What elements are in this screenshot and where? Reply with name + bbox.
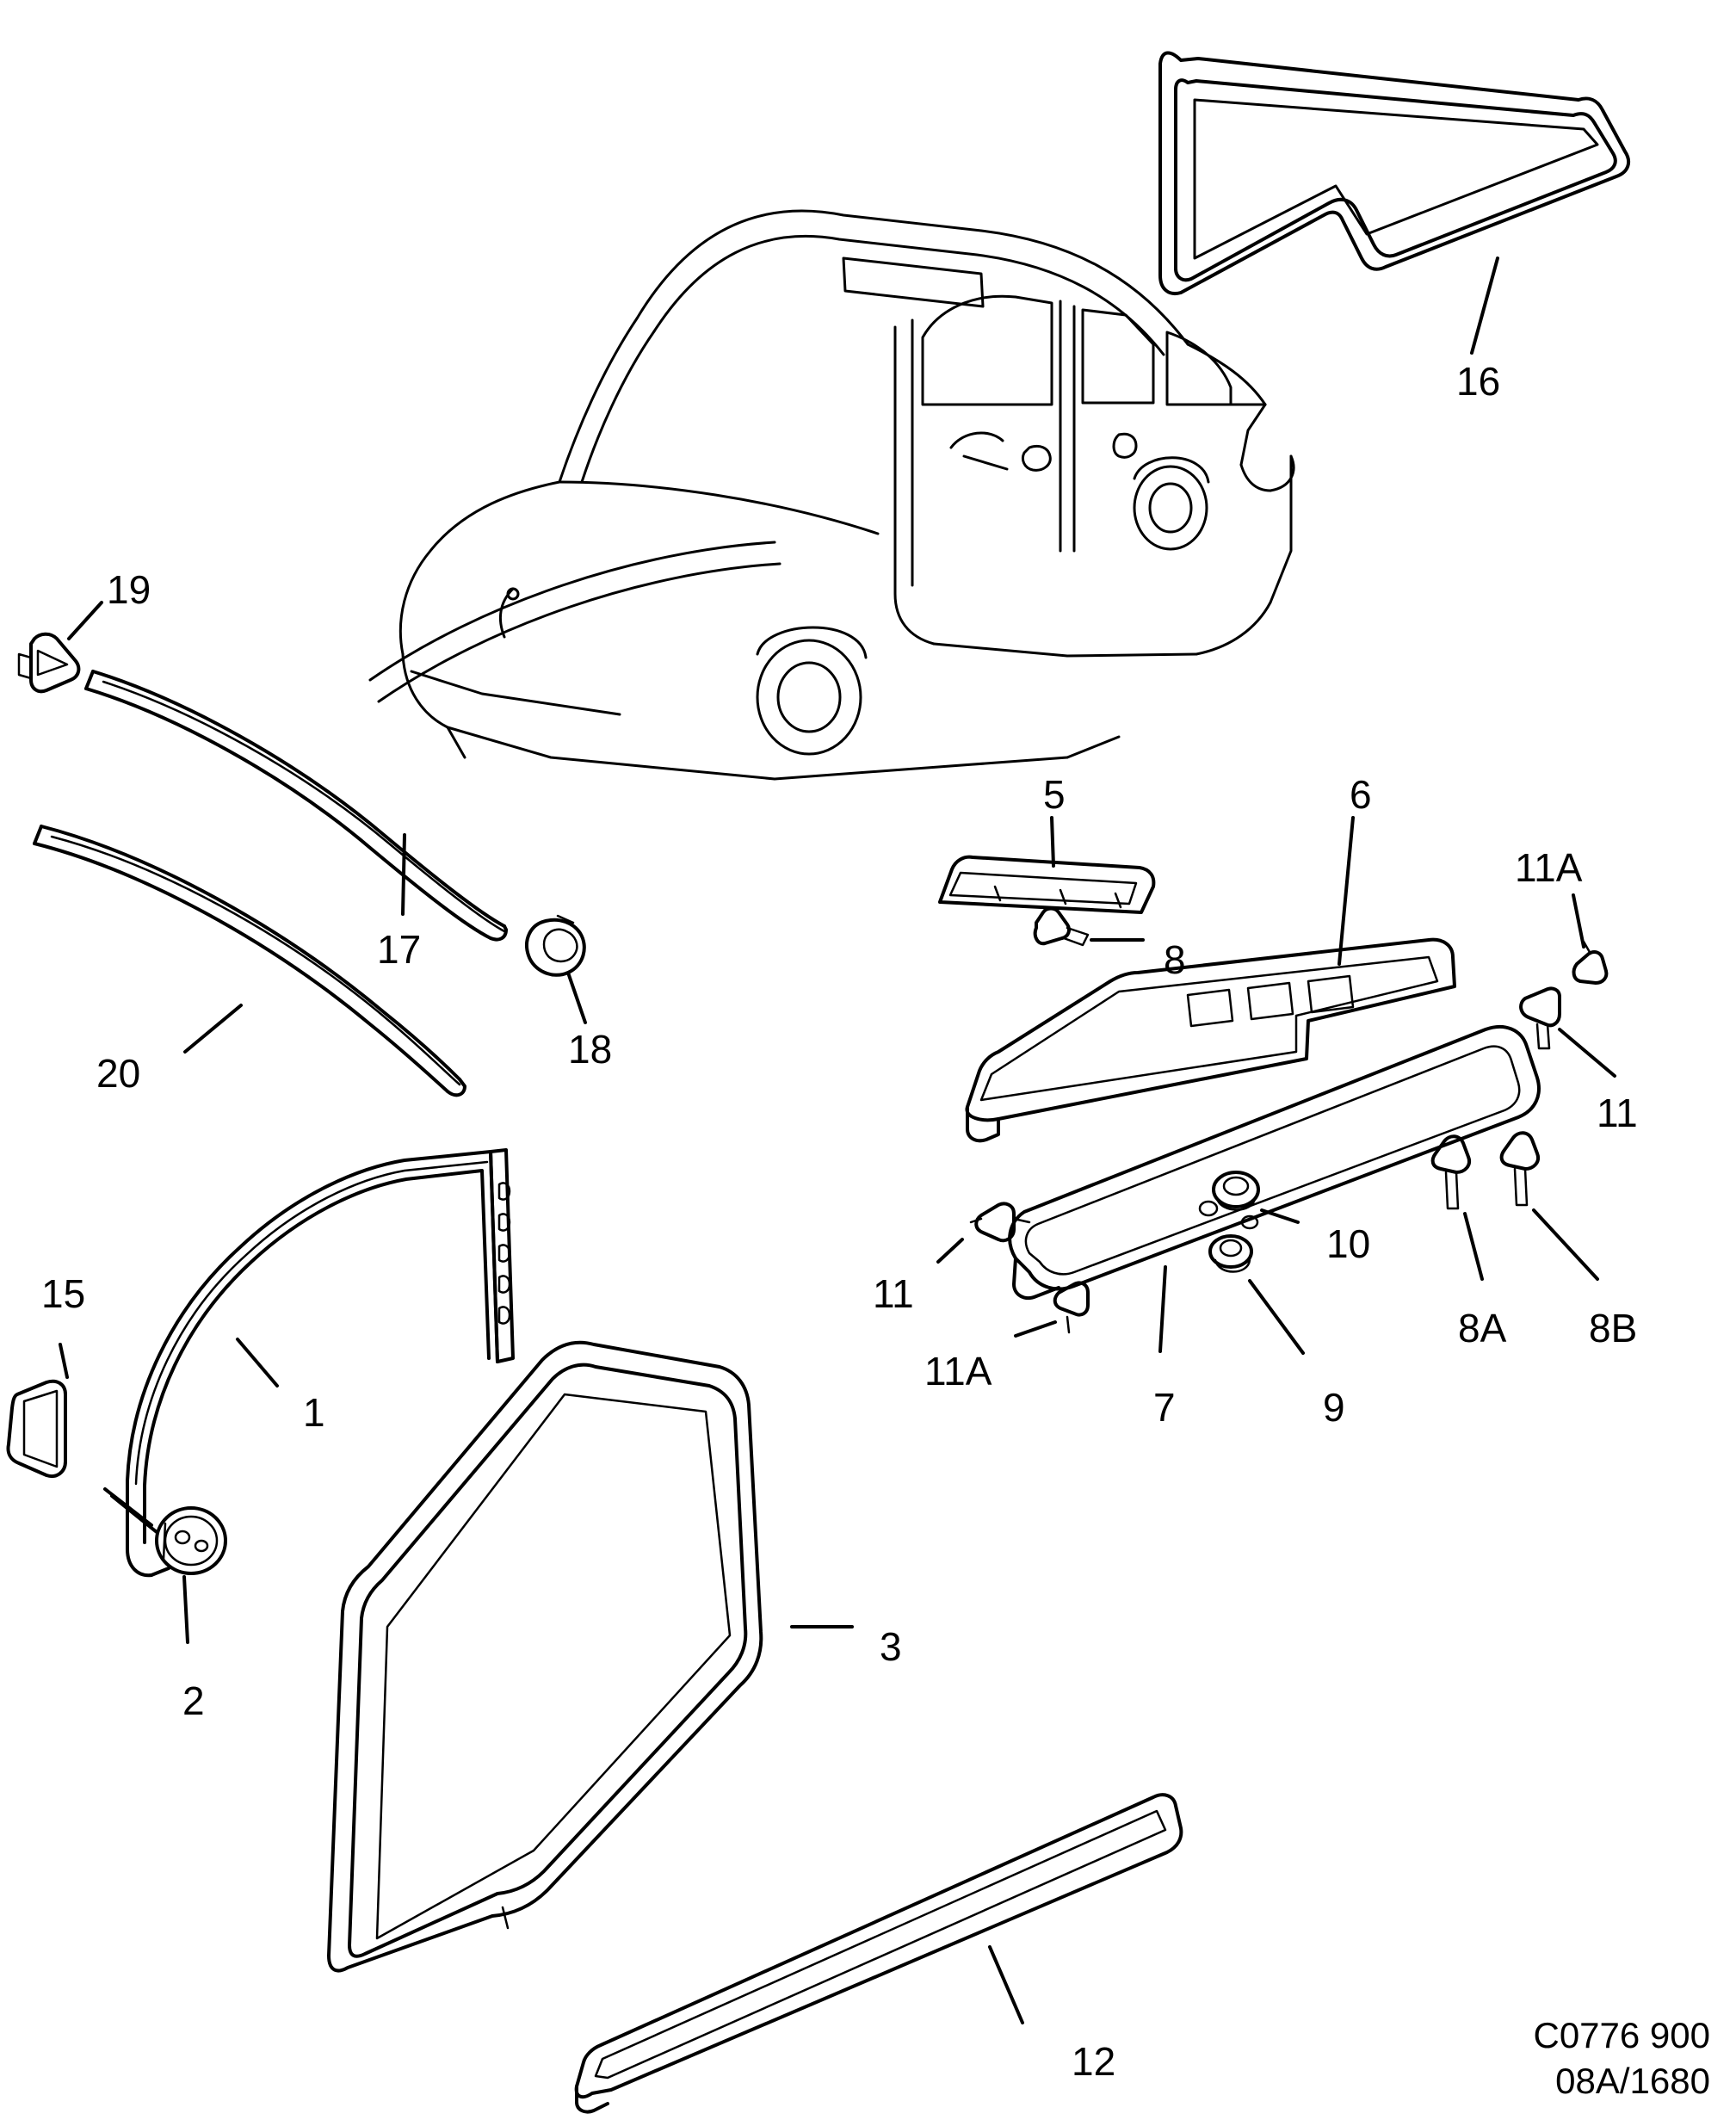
leader-11-right: [1560, 1029, 1615, 1076]
callout-8a: 8A: [1458, 1306, 1507, 1350]
vehicle-illustration: [370, 211, 1294, 779]
callout-11-left: 11: [873, 1271, 914, 1316]
leader-12: [990, 1947, 1022, 2023]
leader-5: [1052, 818, 1053, 866]
leader-18: [568, 973, 585, 1023]
part-1-door-frame-weatherstrip: [127, 1150, 513, 1575]
leader-8a: [1465, 1214, 1482, 1279]
leader-15: [60, 1344, 67, 1377]
part-3-door-aperture-seal: [329, 1343, 761, 1971]
part-8a-screw: [1433, 1136, 1469, 1208]
leader-16: [1472, 258, 1498, 353]
callout-8b: 8B: [1589, 1306, 1638, 1350]
leader-9: [1250, 1281, 1303, 1353]
callout-5: 5: [1043, 772, 1066, 817]
part-2-grommet: [157, 1508, 225, 1573]
part-11a-clip-right: [1574, 942, 1607, 983]
leader-6: [1339, 818, 1353, 964]
reference-line-2: 08A/1680: [1555, 2060, 1710, 2101]
callout-8: 8: [1164, 937, 1186, 982]
callout-11-right: 11: [1597, 1091, 1638, 1135]
leader-2: [184, 1577, 188, 1642]
part-11-clip-left: [971, 1203, 1029, 1240]
part-10-grommet-upper: [1214, 1172, 1258, 1210]
leader-20: [185, 1005, 241, 1052]
leader-19: [69, 603, 102, 639]
part-9-grommet-lower: [1210, 1236, 1251, 1272]
callout-2: 2: [182, 1678, 205, 1723]
leader-17: [403, 835, 405, 914]
callout-15: 15: [41, 1271, 86, 1316]
callout-16: 16: [1456, 359, 1501, 404]
callout-19: 19: [107, 567, 151, 612]
part-5-moulding-strip: [940, 857, 1153, 912]
callout-12: 12: [1072, 2039, 1116, 2084]
part-19-end-cap-clip: [19, 634, 78, 692]
leader-8b: [1534, 1210, 1597, 1279]
part-7-roof-rail-cover: [1010, 1027, 1539, 1298]
part-11-clip-right: [1521, 988, 1560, 1048]
reference-line-1: C0776 900: [1533, 2015, 1710, 2055]
leader-7: [1160, 1267, 1165, 1351]
leader-11-left: [938, 1239, 962, 1262]
callout-6: 6: [1350, 772, 1372, 817]
callout-1: 1: [303, 1390, 325, 1435]
callout-18: 18: [568, 1027, 613, 1072]
part-11a-clip-left: [1055, 1282, 1088, 1332]
part-8-screw: [1035, 909, 1088, 946]
part-17-windscreen-moulding-upper: [86, 671, 506, 940]
part-8b-screw: [1502, 1133, 1538, 1205]
part-6-perforated-rail: [967, 937, 1455, 1141]
callout-7: 7: [1153, 1385, 1176, 1430]
callout-9: 9: [1323, 1385, 1345, 1430]
leader-11a-left: [1016, 1322, 1055, 1336]
part-15-corner-pad: [9, 1381, 66, 1476]
callout-3: 3: [880, 1624, 902, 1669]
leader-11a-right: [1573, 895, 1584, 947]
document-reference-block: [1533, 2013, 1710, 2104]
callout-20: 20: [96, 1051, 141, 1096]
callout-17: 17: [377, 927, 422, 972]
callout-10: 10: [1326, 1221, 1371, 1266]
callout-11a-left: 11A: [924, 1349, 992, 1394]
leader-10: [1262, 1210, 1298, 1222]
callout-11a-right: 11A: [1515, 845, 1583, 890]
part-16-tailgate-seal: [1160, 53, 1628, 294]
part-18-end-clip: [527, 916, 584, 975]
leader-1: [238, 1339, 277, 1386]
